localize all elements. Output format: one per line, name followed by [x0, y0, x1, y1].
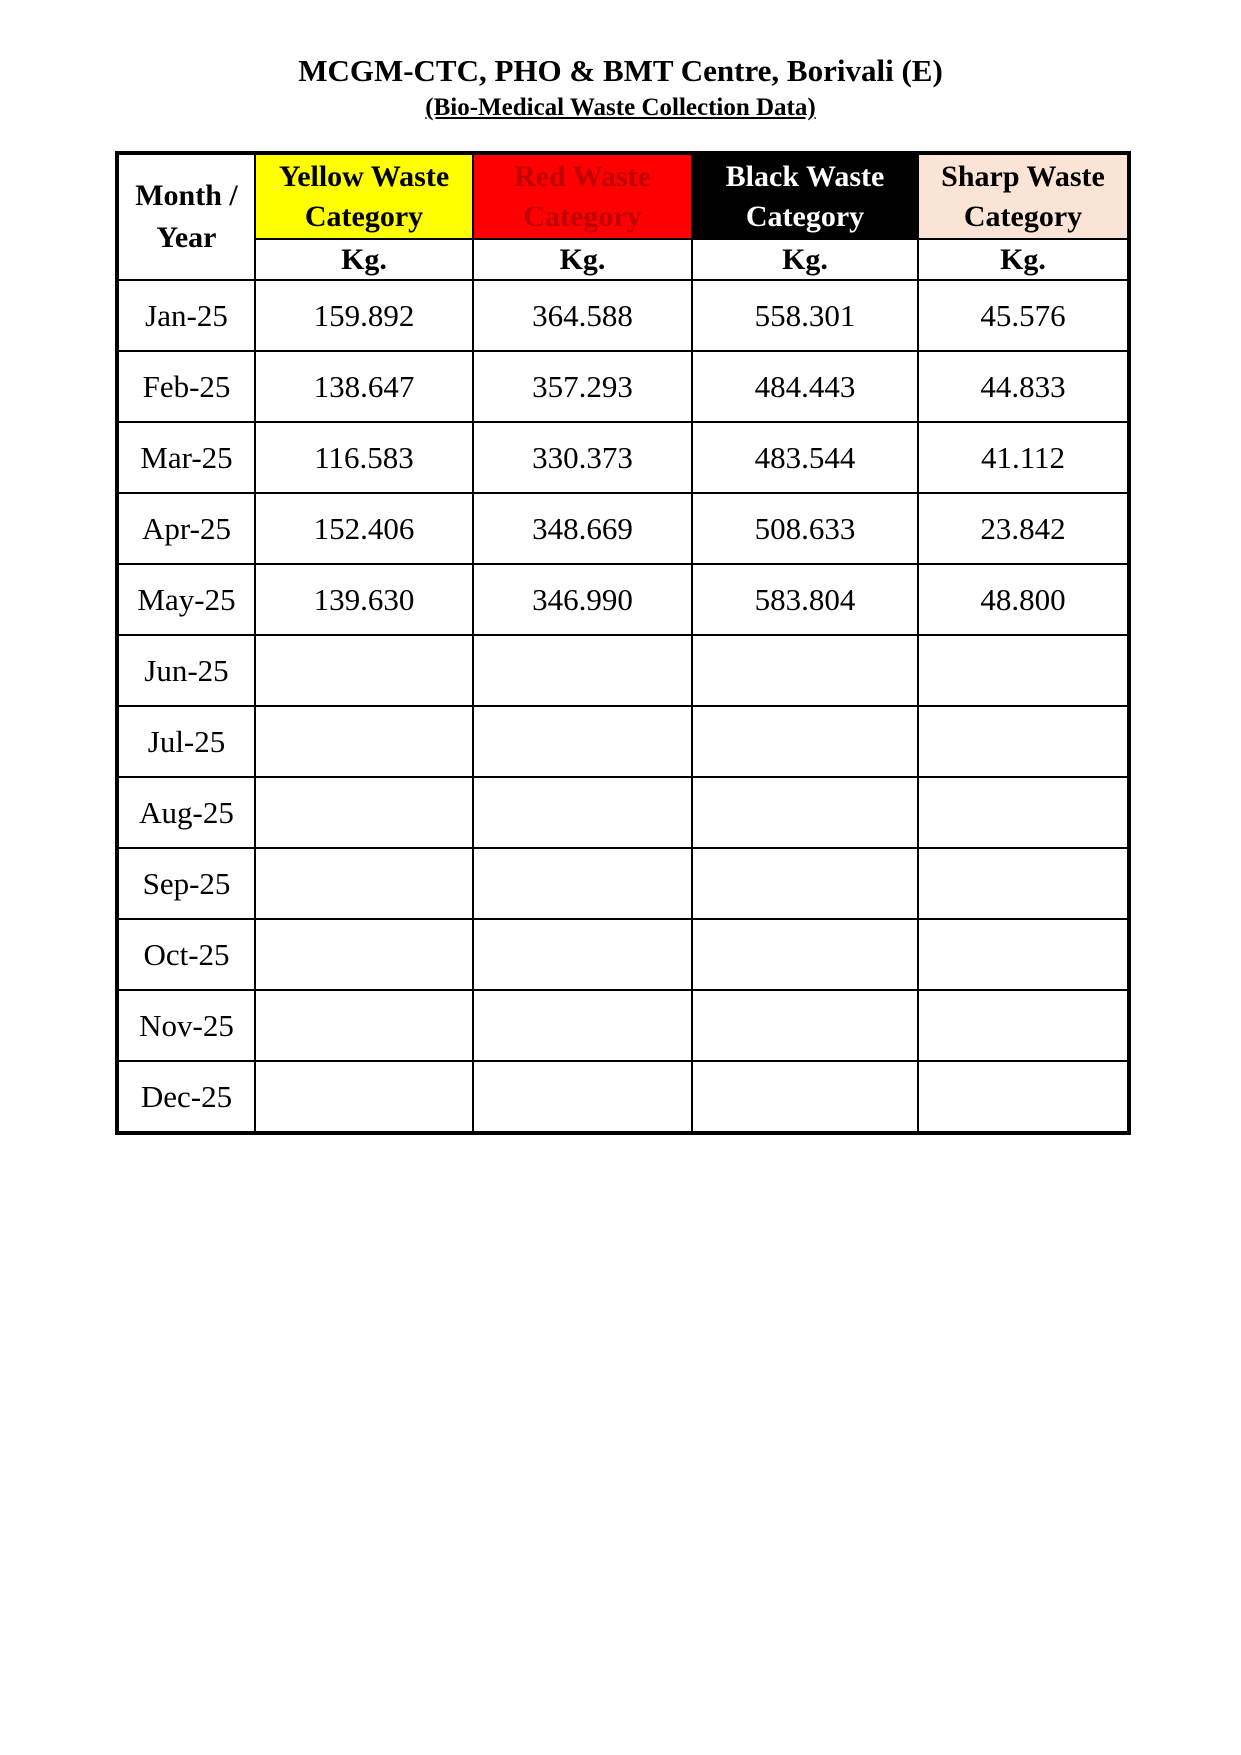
black-value-cell: 483.544 [692, 422, 918, 493]
month-cell: Apr-25 [117, 493, 255, 564]
page-title: MCGM-CTC, PHO & BMT Centre, Borivali (E) [298, 53, 943, 88]
sharp-value-cell [918, 635, 1129, 706]
yellow-category-header: Yellow Waste Category [255, 153, 473, 239]
month-cell: Mar-25 [117, 422, 255, 493]
black-value-cell: 484.443 [692, 351, 918, 422]
black-value-cell [692, 848, 918, 919]
black-value-cell [692, 1061, 918, 1133]
red-value-cell: 348.669 [473, 493, 692, 564]
black-category-header: Black Waste Category [692, 153, 918, 239]
black-value-cell [692, 706, 918, 777]
red-unit-header: Kg. [473, 239, 692, 280]
table-row [117, 1061, 1129, 1133]
black-value-cell: 583.804 [692, 564, 918, 635]
sharp-value-cell [918, 706, 1129, 777]
table-row [117, 351, 1129, 422]
yellow-value-cell [255, 1061, 473, 1133]
red-value-cell [473, 848, 692, 919]
red-value-cell [473, 1061, 692, 1133]
month-cell: Jan-25 [117, 280, 255, 351]
yellow-value-cell: 159.892 [255, 280, 473, 351]
yellow-value-cell: 138.647 [255, 351, 473, 422]
table-row [117, 777, 1129, 848]
red-value-cell: 330.373 [473, 422, 692, 493]
table-row [117, 919, 1129, 990]
yellow-value-cell [255, 635, 473, 706]
yellow-value-cell [255, 848, 473, 919]
table-row [117, 493, 1129, 564]
sharp-value-cell [918, 990, 1129, 1061]
yellow-value-cell [255, 777, 473, 848]
month-year-header: Month / Year [117, 153, 255, 280]
black-value-cell: 558.301 [692, 280, 918, 351]
sharp-value-cell: 44.833 [918, 351, 1129, 422]
yellow-value-cell [255, 919, 473, 990]
month-cell: Nov-25 [117, 990, 255, 1061]
month-cell: May-25 [117, 564, 255, 635]
black-value-cell [692, 777, 918, 848]
table-row [117, 706, 1129, 777]
table-row [117, 422, 1129, 493]
table-row [117, 848, 1129, 919]
sharp-value-cell [918, 1061, 1129, 1133]
red-value-cell [473, 777, 692, 848]
red-value-cell [473, 635, 692, 706]
red-value-cell: 364.588 [473, 280, 692, 351]
table-row [117, 564, 1129, 635]
sharp-value-cell: 45.576 [918, 280, 1129, 351]
sharp-value-cell [918, 919, 1129, 990]
yellow-value-cell: 139.630 [255, 564, 473, 635]
red-value-cell: 346.990 [473, 564, 692, 635]
month-cell: Dec-25 [117, 1061, 255, 1133]
black-value-cell [692, 635, 918, 706]
sharp-category-header: Sharp Waste Category [918, 153, 1129, 239]
red-category-header: Red Waste Category [473, 153, 692, 239]
black-unit-header: Kg. [692, 239, 918, 280]
red-value-cell [473, 706, 692, 777]
red-value-cell: 357.293 [473, 351, 692, 422]
page-subtitle: (Bio-Medical Waste Collection Data) [425, 94, 816, 121]
yellow-value-cell: 152.406 [255, 493, 473, 564]
table-row [117, 990, 1129, 1061]
yellow-unit-header: Kg. [255, 239, 473, 280]
month-cell: Aug-25 [117, 777, 255, 848]
sharp-value-cell [918, 777, 1129, 848]
month-cell: Feb-25 [117, 351, 255, 422]
month-cell: Sep-25 [117, 848, 255, 919]
black-value-cell [692, 990, 918, 1061]
black-value-cell: 508.633 [692, 493, 918, 564]
table-row [117, 635, 1129, 706]
sharp-value-cell [918, 848, 1129, 919]
sharp-unit-header: Kg. [918, 239, 1129, 280]
month-cell: Jul-25 [117, 706, 255, 777]
yellow-value-cell: 116.583 [255, 422, 473, 493]
table-row [117, 280, 1129, 351]
red-value-cell [473, 990, 692, 1061]
sharp-value-cell: 48.800 [918, 564, 1129, 635]
yellow-value-cell [255, 706, 473, 777]
red-value-cell [473, 919, 692, 990]
sharp-value-cell: 23.842 [918, 493, 1129, 564]
sharp-value-cell: 41.112 [918, 422, 1129, 493]
black-value-cell [692, 919, 918, 990]
month-cell: Jun-25 [117, 635, 255, 706]
yellow-value-cell [255, 990, 473, 1061]
waste-collection-table [115, 151, 1131, 1135]
month-cell: Oct-25 [117, 919, 255, 990]
